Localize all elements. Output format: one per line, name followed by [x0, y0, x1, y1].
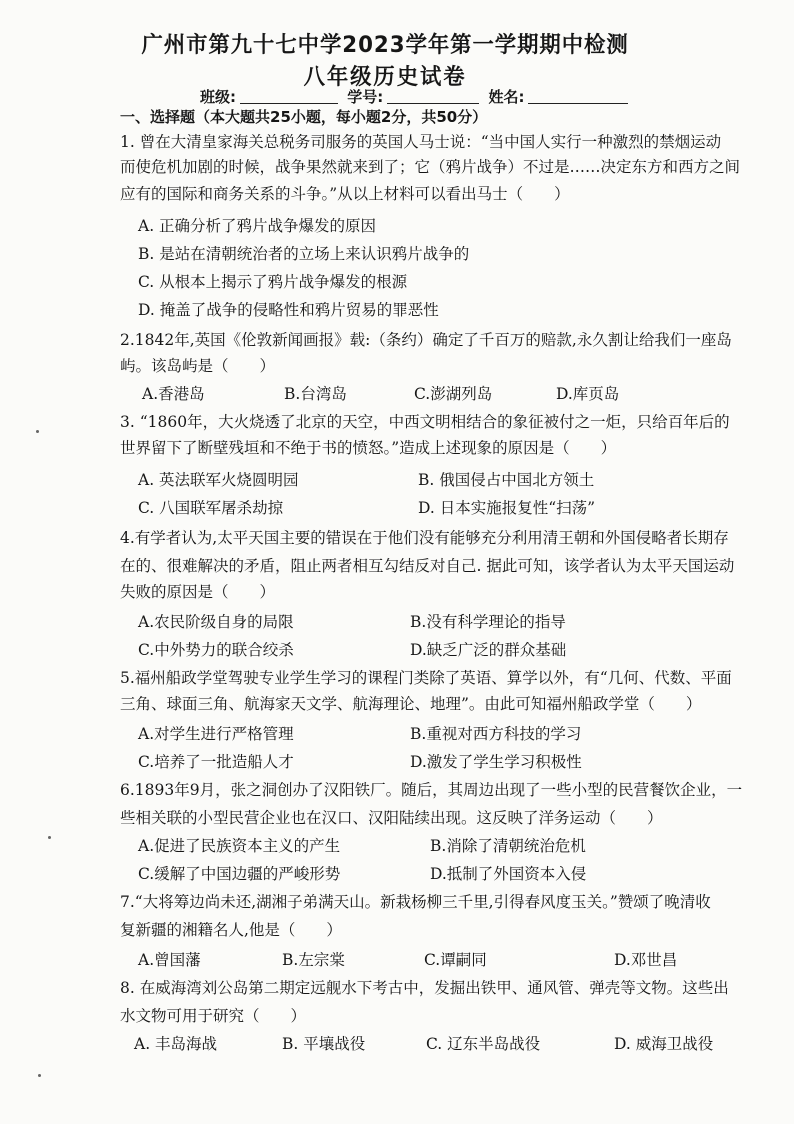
q3-stem-line2: 世界留下了断壁残垣和不绝于书的愤怒。”造成上述现象的原因是（ ）	[120, 439, 617, 457]
q4-option-a: A.农民阶级自身的局限	[138, 613, 294, 631]
q5-stem-line1: 5.福州船政学堂驾驶专业学生学习的课程门类除了英语、算学以外，有“几何、代数、平面	[120, 669, 732, 687]
q1-stem-line1: 1. 曾在大清皇家海关总税务司服务的英国人马士说：“当中国人实行一种激烈的禁烟运动	[120, 133, 722, 151]
name-blank	[528, 89, 628, 104]
q4-stem-line3: 失败的原因是（ ）	[120, 583, 276, 601]
q1-option-b: B. 是站在清朝统治者的立场上来认识鸦片战争的	[138, 245, 470, 263]
section-heading: 一、选择题（本大题共25小题，每小题2分，共50分）	[120, 108, 488, 126]
q7-option-a: A.曾国藩	[138, 951, 201, 969]
q8-stem-line1: 8. 在威海湾刘公岛第二期定远舰水下考古中，发掘出铁甲、通风管、弹壳等文物。这些出	[120, 979, 729, 997]
q1-stem-line3: 应有的国际和商务关系的斗争。”从以上材料可以看出马士（ ）	[120, 185, 570, 203]
q4-stem-line1: 4.有学者认为,太平天国主要的错误在于他们没有能够充分利用清王朝和外国侵略者长期存	[120, 529, 729, 547]
id-blank	[387, 89, 479, 104]
exam-school-title: 广州市第九十七中学2023学年第一学期期中检测	[141, 33, 629, 58]
q5-option-d: D.激发了学生学习积极性	[410, 753, 582, 771]
q6-option-d: D.抵制了外国资本入侵	[430, 865, 587, 883]
exam-subject-title: 八年级历史试卷	[303, 65, 467, 90]
class-label: 班级:	[200, 88, 236, 106]
q2-option-c: C.澎湖列岛	[414, 385, 493, 403]
q7-option-d: D.邓世昌	[614, 951, 678, 969]
q4-option-d: D.缺乏广泛的群众基础	[410, 641, 567, 659]
class-blank	[240, 89, 338, 104]
q7-option-c: C.谭嗣同	[424, 951, 487, 969]
q2-option-b: B.台湾岛	[284, 385, 347, 403]
q2-option-a: A.香港岛	[142, 385, 205, 403]
q5-option-c: C.培养了一批造船人才	[138, 753, 294, 771]
q7-stem-line2: 复新疆的湘籍名人,他是（ ）	[120, 921, 342, 939]
q3-option-d: D. 日本实施报复性“扫荡”	[418, 499, 596, 517]
q6-option-c: C.缓解了中国边疆的严峻形势	[138, 865, 341, 883]
q1-option-d: D. 掩盖了战争的侵略性和鸦片贸易的罪恶性	[138, 301, 439, 319]
q8-option-d: D. 威海卫战役	[614, 1035, 714, 1053]
q6-stem-line2: 些相关联的小型民营企业也在汉口、汉阳陆续出现。这反映了洋务运动（ ）	[120, 809, 663, 827]
student-info-row	[200, 86, 632, 107]
q6-option-a: A.促进了民族资本主义的产生	[138, 837, 341, 855]
q3-option-b: B. 俄国侵占中国北方领土	[418, 471, 595, 489]
q8-option-b: B. 平壤战役	[282, 1035, 366, 1053]
name-label: 姓名:	[488, 88, 525, 106]
scan-speck	[48, 836, 51, 839]
q4-option-b: B.没有科学理论的指导	[410, 613, 566, 631]
q3-stem-line1: 3. “1860年，大火烧透了北京的天空，中西文明相结合的象征被付之一炬，只给百年后的	[120, 413, 730, 431]
q2-stem-line2: 屿。该岛屿是（ ）	[120, 357, 276, 375]
id-label: 学号:	[347, 88, 384, 106]
scan-speck	[38, 1074, 41, 1077]
q8-stem-line2: 水文物可用于研究（ ）	[120, 1007, 307, 1025]
q7-stem-line1: 7.“大将筹边尚未还,湖湘子弟满天山。新栽杨柳三千里,引得春风度玉关。”赞颂了晚清收	[120, 893, 711, 911]
q8-option-a: A. 丰岛海战	[134, 1035, 218, 1053]
q7-option-b: B.左宗棠	[282, 951, 345, 969]
q4-option-c: C.中外势力的联合绞杀	[138, 641, 294, 659]
q1-option-a: A. 正确分析了鸦片战争爆发的原因	[138, 217, 377, 235]
q5-option-a: A.对学生进行严格管理	[138, 725, 294, 743]
q1-stem-line2: 而使危机加剧的时候，战争果然就来到了；它（鸦片战争）不过是……决定东方和西方之间	[120, 158, 741, 176]
q5-stem-line2: 三角、球面三角、航海家天文学、航海理论、地理”。由此可知福州船政学堂（ ）	[120, 695, 702, 713]
q4-stem-line2: 在的、很难解决的矛盾，阻止两者相互勾结反对自己. 据此可知，该学者认为太平天国运动	[120, 557, 735, 575]
q1-option-c: C. 从根本上揭示了鸦片战争爆发的根源	[138, 273, 408, 291]
q6-option-b: B.消除了清朝统治危机	[430, 837, 586, 855]
q2-stem-line1: 2.1842年,英国《伦敦新闻画报》载:（条约）确定了千百万的赔款,永久割让给我们一座岛	[120, 331, 732, 349]
q3-option-c: C. 八国联军屠杀劫掠	[138, 499, 284, 517]
q2-option-d: D.库页岛	[556, 385, 620, 403]
q3-option-a: A. 英法联军火烧圆明园	[138, 471, 299, 489]
q8-option-c: C. 辽东半岛战役	[426, 1035, 541, 1053]
q6-stem-line1: 6.1893年9月，张之洞创办了汉阳铁厂。随后，其周边出现了一些小型的民营餐饮企业，一	[120, 781, 743, 799]
scan-speck	[36, 430, 39, 433]
q5-option-b: B.重视对西方科技的学习	[410, 725, 582, 743]
